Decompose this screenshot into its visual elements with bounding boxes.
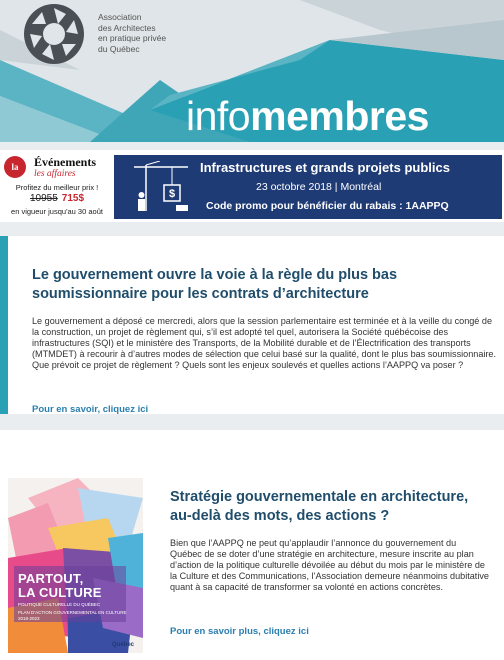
ad-event-panel — [114, 155, 502, 219]
ad-promo-line: Profitez du meilleur prix ! — [15, 183, 99, 192]
read-more-link[interactable]: Pour en savoir plus, cliquez ici — [170, 626, 309, 637]
article-paragraph: Que prévoit ce projet de règlement ? Quels sont les enjeux soulevés et quelles actions l’AAPPQ va poser ? — [32, 360, 464, 370]
read-more-link[interactable]: Pour en savoir, cliquez ici — [32, 404, 149, 415]
article-card — [0, 430, 504, 660]
article-paragraph: Bien que l’AAPPQ ne peut qu’applaudir l’annonce du gouvernement du Québec de se doter d’une stratégie en architecture, mesure inscrite au plan d’action de la politique culturelle dévoilée au début du mois par le ministère de la Culture et des Communications, l’Association demeure néanmoins dubitative quant à sa capacité de transformer sa volonté en actions concrètes. — [170, 538, 489, 593]
article-title[interactable]: Stratégie gouvernementale en architecture, au-delà des mots, des actions ? — [170, 489, 469, 524]
poster-artwork — [8, 478, 143, 653]
association-name-line: du Québec — [98, 43, 140, 54]
ad-price — [0, 193, 114, 204]
ad-promo-code: Code promo pour bénéficier du rabais : 1AAPPQ — [206, 200, 449, 212]
ad-event-title: Événements — [34, 155, 96, 169]
poster-title-line: LA CULTURE — [18, 585, 102, 600]
ad-promo-panel — [0, 150, 114, 222]
poster-subtitle: POLITIQUE CULTURELLE DU QUÉBEC — [18, 602, 101, 607]
ad-date-place: 23 octobre 2018 | Montréal — [256, 181, 382, 193]
ad-event-subtitle: les affaires — [34, 169, 76, 179]
association-name-line: en pratique privée — [98, 33, 167, 43]
association-name-line: Association — [98, 12, 142, 22]
ad-headline: Infrastructures et grands projets publics — [200, 160, 450, 175]
newsletter-wordmark — [186, 94, 429, 138]
ad-valid-until: en vigueur jusqu'au 30 août — [11, 207, 103, 216]
quebec-logo: Québec — [112, 642, 135, 648]
new-price: 715$ — [61, 193, 85, 204]
article-title[interactable]: Le gouvernement ouvre la voie à la règle du plus bas soumissionnaire pour les contrats d’architecture — [32, 267, 398, 302]
wordmark-bold: membres — [250, 93, 429, 139]
association-name — [98, 12, 166, 54]
event-ad-banner[interactable] — [0, 150, 504, 222]
poster-title — [18, 572, 102, 600]
article-body — [32, 316, 496, 371]
svg-text:$: $ — [168, 188, 176, 200]
article-body — [170, 538, 490, 593]
association-name-line: des Architectes — [98, 22, 156, 33]
newsletter-header — [0, 0, 504, 142]
wordmark-light: info — [186, 93, 251, 139]
crane-money-icon — [130, 161, 192, 213]
poster-plan: PLAN D'ACTION GOUVERNEMENTAL EN CULTURE 2018-2023 — [18, 610, 127, 621]
aappq-logo[interactable] — [22, 2, 86, 66]
les-affaires-badge: la — [4, 156, 26, 178]
old-price: 10955 — [29, 193, 58, 204]
article-card — [0, 236, 504, 414]
article-paragraph: Le gouvernement a déposé ce mercredi, alors que la session parlementaire est terminée et à la veille du congé de la construction, un projet de règlement qui, s’il est adopté tel quel, autorisera la Société québécoise des infrastructures (SQI) et le ministère des Transports, de la Mobilité durable et de l’Électrification des transports (MTMDET) à recourir à d’autres modes de sélection que celui basé sur la qualité, dont le plus bas soumissionnaire. — [32, 316, 497, 359]
aperture-logo-icon — [22, 2, 86, 66]
poster-title-line: PARTOUT, — [18, 571, 84, 586]
culture-policy-poster[interactable] — [8, 478, 143, 653]
